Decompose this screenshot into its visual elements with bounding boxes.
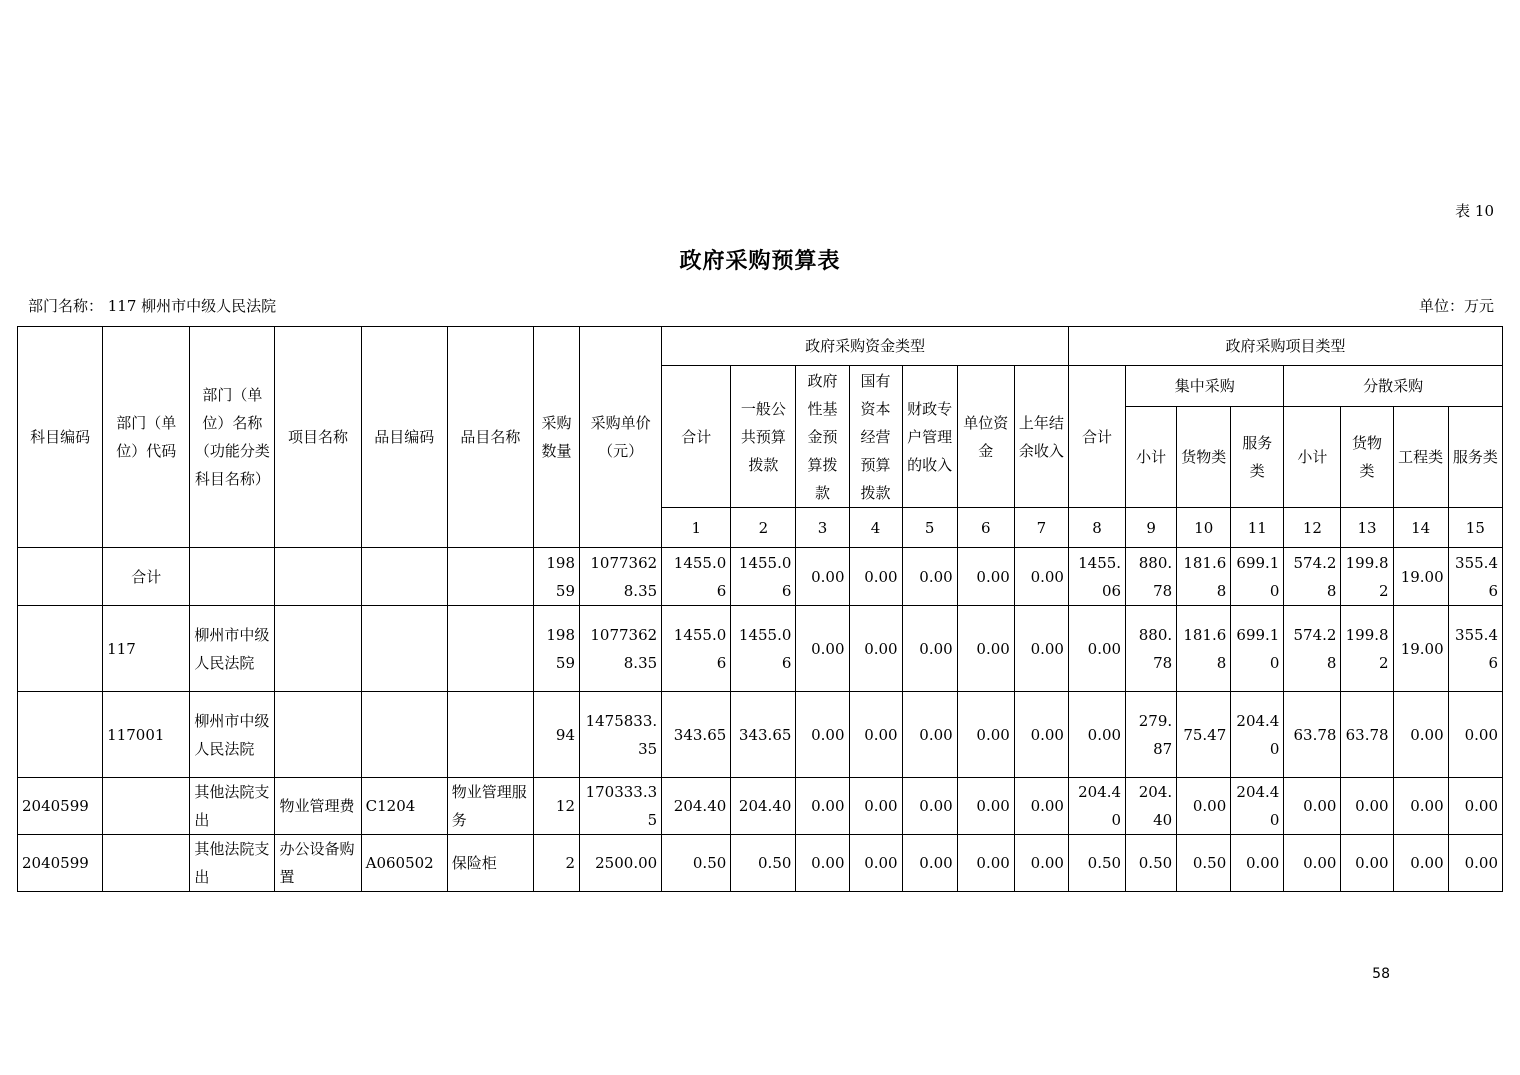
value-cell: 75.47 <box>1177 692 1231 778</box>
value-cell: 0.50 <box>1068 835 1125 892</box>
header-unit-price: 采购单价（元） <box>580 327 662 548</box>
value-cell: 0.00 <box>1393 692 1448 778</box>
item-code-cell <box>361 692 447 778</box>
subject-code-cell <box>18 548 103 606</box>
header-gov-fund: 政府性基金预算拨款 <box>796 366 849 508</box>
item-name-cell <box>447 606 533 692</box>
value-cell: 0.00 <box>796 548 849 606</box>
value-cell: 204.40 <box>1231 778 1284 835</box>
value-cell: 0.00 <box>902 692 957 778</box>
dept-code-cell: 合计 <box>103 548 190 606</box>
subject-code-cell <box>18 692 103 778</box>
value-cell: 199.82 <box>1341 606 1393 692</box>
header-d-subtotal: 小计 <box>1284 407 1341 508</box>
value-cell: 1455.06 <box>662 606 731 692</box>
project-name-cell <box>275 606 361 692</box>
header-d-engineering: 工程类 <box>1393 407 1448 508</box>
dept-code-cell: 117 <box>103 606 190 692</box>
value-cell: 355.46 <box>1448 548 1502 606</box>
value-cell: 0.00 <box>957 692 1014 778</box>
header-decentralized: 分散采购 <box>1284 366 1503 407</box>
value-cell: 204.40 <box>731 778 796 835</box>
page-number: 58 <box>1372 966 1390 982</box>
header-d-service: 服务类 <box>1448 407 1502 508</box>
value-cell: 63.78 <box>1284 692 1341 778</box>
dept-code-cell: 117001 <box>103 692 190 778</box>
column-number: 12 <box>1284 508 1341 548</box>
header-fund-total: 合计 <box>662 366 731 508</box>
value-cell: 63.78 <box>1341 692 1393 778</box>
value-cell: 0.00 <box>902 835 957 892</box>
value-cell: 0.00 <box>902 548 957 606</box>
value-cell: 343.65 <box>662 692 731 778</box>
value-cell: 0.00 <box>1068 606 1125 692</box>
value-cell: 699.10 <box>1231 606 1284 692</box>
header-centralized: 集中采购 <box>1126 366 1284 407</box>
dept-name-cell <box>190 548 275 606</box>
value-cell: 0.00 <box>796 778 849 835</box>
unit-price-cell: 10773628.35 <box>580 606 662 692</box>
column-number: 13 <box>1341 508 1393 548</box>
value-cell: 0.00 <box>849 692 902 778</box>
header-unit-funds: 单位资金 <box>957 366 1014 508</box>
value-cell: 0.00 <box>957 548 1014 606</box>
table-row <box>18 835 1503 892</box>
header-project-name: 项目名称 <box>275 327 361 548</box>
table-row <box>18 692 1503 778</box>
value-cell: 0.00 <box>1177 778 1231 835</box>
value-cell: 0.00 <box>1284 835 1341 892</box>
header-subject-code: 科目编码 <box>18 327 103 548</box>
item-name-cell: 保险柜 <box>447 835 533 892</box>
value-cell: 0.00 <box>902 778 957 835</box>
column-number: 3 <box>796 508 849 548</box>
value-cell: 0.00 <box>1448 778 1502 835</box>
dept-name-cell: 柳州市中级人民法院 <box>190 692 275 778</box>
subject-code-cell <box>18 606 103 692</box>
value-cell: 0.50 <box>1126 835 1177 892</box>
header-d-goods: 货物类 <box>1341 407 1393 508</box>
value-cell: 355.46 <box>1448 606 1502 692</box>
value-cell: 0.00 <box>1014 692 1068 778</box>
column-number: 1 <box>662 508 731 548</box>
value-cell: 199.82 <box>1341 548 1393 606</box>
project-name-cell <box>275 692 361 778</box>
header-general-budget: 一般公共预算拨款 <box>731 366 796 508</box>
department-name: 部门名称： 117 柳州市中级人民法院 <box>28 297 277 315</box>
value-cell: 880.78 <box>1126 606 1177 692</box>
column-number: 5 <box>902 508 957 548</box>
column-number: 8 <box>1068 508 1125 548</box>
value-cell: 0.00 <box>849 835 902 892</box>
project-name-cell: 办公设备购置 <box>275 835 361 892</box>
quantity-cell: 12 <box>533 778 579 835</box>
value-cell: 204.40 <box>1126 778 1177 835</box>
column-number: 4 <box>849 508 902 548</box>
quantity-cell: 19859 <box>533 606 579 692</box>
item-code-cell: A060502 <box>361 835 447 892</box>
column-number: 11 <box>1231 508 1284 548</box>
value-cell: 0.00 <box>1393 778 1448 835</box>
project-name-cell: 物业管理费 <box>275 778 361 835</box>
value-cell: 181.68 <box>1177 606 1231 692</box>
table-number: 表 10 <box>1455 202 1494 220</box>
value-cell: 0.00 <box>957 835 1014 892</box>
column-number: 2 <box>731 508 796 548</box>
value-cell: 279.87 <box>1126 692 1177 778</box>
unit-label: 单位：万元 <box>1418 297 1494 315</box>
dept-code-cell <box>103 835 190 892</box>
value-cell: 1455.06 <box>1068 548 1125 606</box>
table-row <box>18 606 1503 692</box>
item-name-cell <box>447 692 533 778</box>
value-cell: 880.78 <box>1126 548 1177 606</box>
value-cell: 0.00 <box>1284 778 1341 835</box>
value-cell: 0.00 <box>849 548 902 606</box>
header-state-capital: 国有资本经营预算拨款 <box>849 366 902 508</box>
dept-name-cell: 其他法院支出 <box>190 835 275 892</box>
header-c-subtotal: 小计 <box>1126 407 1177 508</box>
value-cell: 0.00 <box>849 778 902 835</box>
value-cell: 204.40 <box>1068 778 1125 835</box>
header-carryover: 上年结余收入 <box>1014 366 1068 508</box>
value-cell: 0.00 <box>1341 835 1393 892</box>
item-name-cell <box>447 548 533 606</box>
unit-price-cell: 2500.00 <box>580 835 662 892</box>
header-quantity: 采购数量 <box>533 327 579 548</box>
value-cell: 0.00 <box>1448 692 1502 778</box>
table-row <box>18 778 1503 835</box>
value-cell: 0.00 <box>1014 778 1068 835</box>
value-cell: 574.28 <box>1284 548 1341 606</box>
value-cell: 204.40 <box>1231 692 1284 778</box>
value-cell: 1455.06 <box>731 548 796 606</box>
unit-price-cell: 10773628.35 <box>580 548 662 606</box>
item-name-cell: 物业管理服务 <box>447 778 533 835</box>
value-cell: 0.50 <box>662 835 731 892</box>
column-number: 7 <box>1014 508 1068 548</box>
header-project-type-group: 政府采购项目类型 <box>1068 327 1502 366</box>
column-number: 10 <box>1177 508 1231 548</box>
header-project-total: 合计 <box>1068 366 1125 508</box>
value-cell: 0.00 <box>1341 778 1393 835</box>
header-item-name: 品目名称 <box>447 327 533 548</box>
header-fund-type-group: 政府采购资金类型 <box>662 327 1069 366</box>
value-cell: 343.65 <box>731 692 796 778</box>
header-c-service: 服务类 <box>1231 407 1284 508</box>
value-cell: 19.00 <box>1393 606 1448 692</box>
value-cell: 0.00 <box>1231 835 1284 892</box>
value-cell: 0.00 <box>1014 548 1068 606</box>
page-title: 政府采购预算表 <box>679 248 841 274</box>
procurement-budget-table <box>17 326 1503 892</box>
value-cell: 0.00 <box>849 606 902 692</box>
table-row <box>18 548 1503 606</box>
quantity-cell: 94 <box>533 692 579 778</box>
quantity-cell: 19859 <box>533 548 579 606</box>
value-cell: 0.00 <box>796 692 849 778</box>
column-number: 6 <box>957 508 1014 548</box>
item-code-cell: C1204 <box>361 778 447 835</box>
value-cell: 574.28 <box>1284 606 1341 692</box>
value-cell: 1455.06 <box>662 548 731 606</box>
value-cell: 181.68 <box>1177 548 1231 606</box>
subject-code-cell: 2040599 <box>18 778 103 835</box>
value-cell: 0.50 <box>1177 835 1231 892</box>
value-cell: 0.00 <box>957 778 1014 835</box>
project-name-cell <box>275 548 361 606</box>
value-cell: 0.00 <box>1014 606 1068 692</box>
value-cell: 0.00 <box>796 606 849 692</box>
value-cell: 699.10 <box>1231 548 1284 606</box>
value-cell: 0.00 <box>1014 835 1068 892</box>
item-code-cell <box>361 548 447 606</box>
subject-code-cell: 2040599 <box>18 835 103 892</box>
unit-price-cell: 1475833.35 <box>580 692 662 778</box>
value-cell: 0.00 <box>796 835 849 892</box>
column-number: 14 <box>1393 508 1448 548</box>
value-cell: 0.00 <box>957 606 1014 692</box>
header-special-account: 财政专户管理的收入 <box>902 366 957 508</box>
header-dept-name: 部门（单位）名称（功能分类科目名称） <box>190 327 275 548</box>
quantity-cell: 2 <box>533 835 579 892</box>
header-item-code: 品目编码 <box>361 327 447 548</box>
column-number: 9 <box>1126 508 1177 548</box>
item-code-cell <box>361 606 447 692</box>
header-dept-code: 部门（单位）代码 <box>103 327 190 548</box>
value-cell: 0.00 <box>1448 835 1502 892</box>
header-c-goods: 货物类 <box>1177 407 1231 508</box>
value-cell: 0.50 <box>731 835 796 892</box>
value-cell: 204.40 <box>662 778 731 835</box>
value-cell: 19.00 <box>1393 548 1448 606</box>
value-cell: 0.00 <box>1393 835 1448 892</box>
table-body <box>18 548 1503 892</box>
value-cell: 0.00 <box>902 606 957 692</box>
column-number: 15 <box>1448 508 1502 548</box>
value-cell: 0.00 <box>1068 692 1125 778</box>
dept-name-cell: 柳州市中级人民法院 <box>190 606 275 692</box>
dept-name-cell: 其他法院支出 <box>190 778 275 835</box>
dept-code-cell <box>103 778 190 835</box>
unit-price-cell: 170333.35 <box>580 778 662 835</box>
value-cell: 1455.06 <box>731 606 796 692</box>
